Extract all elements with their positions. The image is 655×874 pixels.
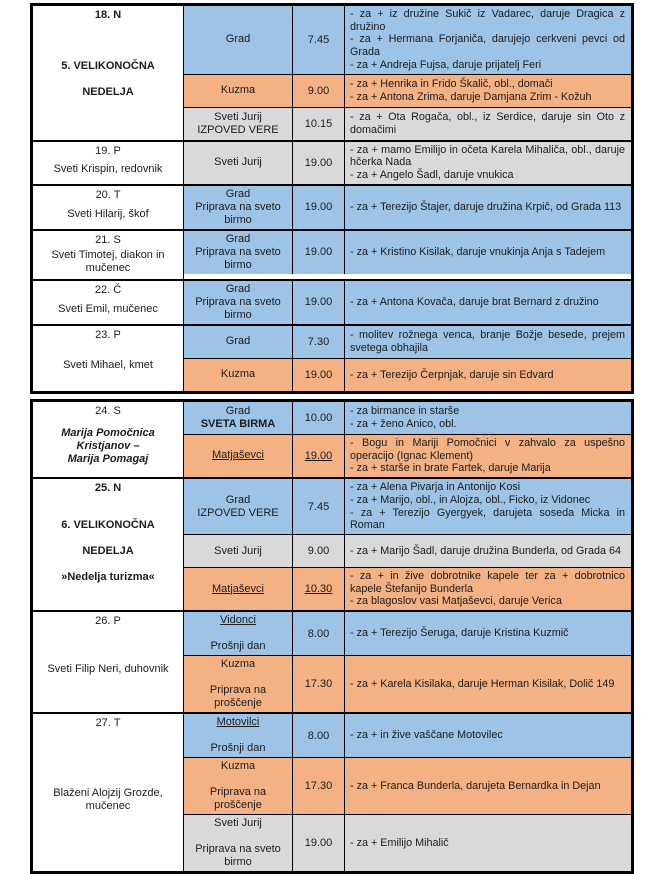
place-line: Sveti Jurij — [214, 110, 262, 123]
mass-row — [184, 814, 631, 871]
place-cell — [184, 568, 293, 610]
intention-line: - za + Kristino Kisilak, daruje vnukinja Anja s Tadejem — [350, 246, 606, 258]
day-date: 27. T — [95, 717, 121, 730]
intentions-cell — [345, 108, 631, 140]
intention-line: - za + Andreja Fujsa, daruje prijatelj Feri — [350, 58, 542, 71]
mass-row — [184, 402, 631, 434]
mass-time-value: 19.00 — [304, 837, 333, 850]
place-cell — [184, 6, 293, 74]
place-line: Prošnji dan — [210, 742, 266, 755]
mass-time — [293, 231, 345, 274]
intention-line: - za + Hermana Forjaniča, darujejo cerkveni pevci od Grada — [350, 33, 625, 59]
date-cell — [33, 402, 184, 477]
mass-time — [293, 326, 345, 358]
place-cell — [184, 479, 293, 534]
mass-time — [293, 479, 345, 534]
place-line: Kuzma — [220, 658, 256, 671]
mass-time-value: 7.45 — [307, 500, 330, 513]
place-cell — [184, 656, 293, 712]
feast-line: Blaženi Alojzij Grozde, mučenec — [53, 786, 163, 812]
intention-line: - za + Ota Rogača, obl., iz Serdice, daruje sin Oto z domačimi — [350, 110, 625, 136]
week-table — [30, 3, 634, 394]
mass-list — [184, 714, 631, 871]
place-line: Grad — [225, 187, 251, 200]
schedule-tables — [30, 3, 634, 874]
place-line: Kuzma — [220, 760, 256, 773]
intention-line: - za birmance in starše — [350, 405, 460, 418]
mass-time — [293, 186, 345, 229]
place-line: Priprava na sveto birmo — [195, 843, 281, 869]
intention-line: - za + Terezijo Štajer, daruje družina Krpič, od Grada 113 — [350, 201, 622, 213]
intention-line: - za + Marijo Šadl, daruje družina Bunderla, od Grada 64 — [350, 544, 621, 557]
intentions-cell — [345, 815, 631, 871]
place-line: SVETA BIRMA — [200, 417, 276, 430]
mass-time-value: 7.45 — [307, 33, 330, 46]
mass-list — [184, 326, 631, 391]
intention-line: - za + mamo Emilijo in očeta Karela Mihaliča, obl., daruje hčerka Nada — [350, 143, 625, 169]
date-cell — [33, 714, 184, 871]
day-date: 26. P — [95, 615, 121, 628]
place-cell — [184, 435, 293, 477]
day-feast — [63, 342, 153, 389]
day-row — [33, 184, 631, 229]
day-feast — [54, 158, 163, 182]
intentions-cell — [345, 6, 631, 74]
mass-row — [184, 142, 631, 184]
day-feast — [61, 22, 155, 138]
day-date: 18. N — [94, 9, 122, 21]
intentions-cell — [345, 714, 631, 757]
mass-time — [293, 402, 345, 434]
day-row — [33, 477, 631, 610]
feast-line: NEDELJA — [82, 545, 134, 558]
place-line: Motovilci — [216, 716, 260, 729]
place-line — [236, 830, 239, 843]
place-line: Sveti Jurij — [214, 544, 262, 557]
day-row — [33, 610, 631, 712]
day-date: 23. P — [95, 328, 121, 341]
place-cell — [184, 714, 293, 757]
mass-time-value: 8.00 — [307, 627, 330, 640]
mass-row — [184, 74, 631, 107]
place-line: Priprava na proščenje — [209, 786, 267, 812]
mass-row — [184, 479, 631, 534]
intention-line: - Bogu in Mariji Pomočnici v zahvalo za uspešno operacijo (Ignac Klement) — [350, 436, 625, 462]
intention-line: - za + Emilijo Mihalič — [350, 836, 449, 849]
intention-line: - za + Antona Kovača, daruje brat Bernard z družino — [350, 296, 599, 308]
date-cell — [33, 326, 184, 391]
intention-line: - za + starše in brate Fartek, daruje Marija — [350, 462, 551, 475]
intention-line: - za + in žive vaščane Motovilec — [350, 729, 503, 742]
day-feast — [47, 628, 168, 710]
intention-line: - za + Henrika in Frido Škalič, obl., domači — [350, 77, 553, 90]
mass-time-value: 9.00 — [307, 545, 330, 558]
place-line: Priprava na sveto birmo — [195, 295, 281, 321]
intention-line: - za + Alena Pivarja in Antonijo Kosi — [350, 481, 521, 494]
intentions-cell — [345, 435, 631, 477]
feast-line: Kristjanov – — [76, 439, 140, 452]
place-line: Grad — [225, 33, 251, 46]
intention-line: - za + Terezijo Gyergyek, darujeta soseda Micka in Roman — [350, 506, 625, 532]
mass-time — [293, 758, 345, 814]
mass-row — [184, 655, 631, 712]
mass-time — [293, 435, 345, 477]
intentions-cell — [345, 612, 631, 655]
week-table — [30, 399, 634, 874]
date-cell — [33, 281, 184, 324]
place-cell — [184, 815, 293, 871]
day-feast — [61, 495, 155, 608]
mass-time-value: 19.00 — [304, 296, 333, 309]
place-cell — [184, 75, 293, 107]
place-line: Prošnji dan — [210, 640, 266, 653]
feast-line: Sveti Filip Neri, duhovnik — [47, 662, 169, 675]
mass-list — [184, 479, 631, 610]
mass-list — [184, 142, 631, 184]
intention-line: - molitev rožnega venca, branje Božje besede, prejem svetega obhajila — [350, 329, 625, 354]
mass-row — [184, 186, 631, 229]
mass-time — [293, 142, 345, 184]
feast-line — [61, 532, 155, 545]
date-cell — [33, 142, 184, 184]
mass-list — [184, 6, 631, 140]
day-row — [33, 402, 631, 477]
mass-time-value: 10.30 — [304, 583, 333, 596]
intentions-cell — [345, 75, 631, 107]
mass-row — [184, 107, 631, 140]
place-cell — [184, 402, 293, 434]
mass-time-value: 19.00 — [304, 246, 333, 259]
mass-row — [184, 6, 631, 74]
mass-time — [293, 6, 345, 74]
place-line — [236, 729, 239, 742]
intention-line: - za + Franca Bunderla, darujeta Bernardka in Dejan — [350, 779, 601, 792]
mass-time-value: 17.30 — [304, 678, 333, 691]
place-line: Sveti Jurij — [214, 156, 262, 169]
place-line: Grad — [225, 335, 251, 348]
mass-list — [184, 612, 631, 712]
mass-row — [184, 757, 631, 814]
day-row — [33, 229, 631, 279]
mass-time-value: 19.00 — [304, 368, 333, 381]
intention-line: - za + Antona Zrima, daruje Damjana Zrim - Kožuh — [350, 90, 592, 103]
day-date: 24. S — [95, 404, 121, 417]
feast-line: Marija Pomagaj — [67, 452, 149, 465]
date-cell — [33, 186, 184, 229]
mass-time-value: 10.15 — [304, 117, 333, 130]
mass-row — [184, 612, 631, 655]
mass-time — [293, 75, 345, 107]
mass-list — [184, 186, 631, 229]
mass-time-value: 17.30 — [304, 780, 333, 793]
place-line — [236, 773, 239, 786]
intentions-cell — [345, 402, 631, 434]
mass-time — [293, 108, 345, 140]
mass-row — [184, 567, 631, 610]
day-row — [33, 6, 631, 140]
mass-time-value: 8.00 — [307, 729, 330, 742]
place-line: Priprava na proščenje — [209, 684, 267, 710]
place-cell — [184, 359, 293, 391]
intentions-cell — [345, 359, 631, 391]
mass-time — [293, 568, 345, 610]
mass-row — [184, 358, 631, 391]
place-cell — [184, 108, 293, 140]
mass-time-value: 19.00 — [304, 201, 333, 214]
place-line: Grad — [225, 232, 251, 245]
place-line — [236, 671, 239, 684]
place-line: Matjaševci — [212, 449, 264, 462]
feast-line: Marija Pomočnica — [61, 426, 155, 439]
intention-line: - za blagoslov vasi Matjaševci, daruje Verica — [350, 595, 562, 608]
place-cell — [184, 612, 293, 655]
day-row — [33, 140, 631, 184]
day-feast — [37, 730, 179, 869]
date-cell — [33, 479, 184, 610]
mass-time — [293, 815, 345, 871]
place-line: Grad — [225, 404, 251, 417]
mass-row — [184, 231, 631, 274]
feast-line: Sveti Mihael, kmet — [63, 358, 153, 371]
day-row — [33, 324, 631, 391]
mass-time — [293, 281, 345, 324]
intentions-cell — [345, 281, 631, 324]
mass-list — [184, 402, 631, 477]
feast-line: 6. VELIKONOČNA — [61, 519, 155, 532]
mass-time-value: 19.00 — [304, 449, 333, 462]
mass-row — [184, 714, 631, 757]
day-feast — [58, 297, 158, 322]
day-date: 22. Č — [94, 283, 122, 296]
place-line: Grad — [225, 493, 251, 506]
place-cell — [184, 535, 293, 567]
intention-line: - za + in žive dobrotnike kapele ter za + dobrotnico kapele Štefanijo Bunderla — [350, 570, 625, 595]
feast-line: NEDELJA — [82, 86, 134, 99]
intentions-cell — [345, 186, 631, 229]
mass-time-value: 7.30 — [307, 335, 330, 348]
mass-time-value: 9.00 — [307, 84, 330, 97]
place-line: IZPOVED VERE — [197, 506, 279, 519]
intentions-cell — [345, 568, 631, 610]
date-cell — [33, 6, 184, 140]
place-cell — [184, 281, 293, 324]
place-line: Grad — [225, 282, 251, 295]
intention-line: - za + Angelo Šadl, daruje vnukica — [350, 169, 514, 182]
feast-line: Sveti Hilarij, škof — [67, 207, 149, 220]
place-line: Sveti Jurij — [214, 817, 262, 830]
feast-line — [61, 558, 155, 571]
intentions-cell — [345, 479, 631, 534]
day-row — [33, 712, 631, 871]
intention-line: - za + Marijo, obl., in Alojza, obl., Ficko, iz Vidonec — [350, 493, 591, 506]
intention-line: - za + iz družine Sukič iz Vadarec, daruje Dragica z družino — [350, 8, 625, 33]
mass-row — [184, 534, 631, 567]
mass-list — [184, 231, 631, 279]
mass-time — [293, 656, 345, 712]
date-cell — [33, 612, 184, 712]
place-line: Kuzma — [220, 368, 256, 381]
intention-line: - za + Karela Kisilaka, daruje Herman Kisilak, Dolič 149 — [350, 677, 615, 690]
day-date: 21. S — [95, 233, 121, 246]
intentions-cell — [345, 758, 631, 814]
place-cell — [184, 758, 293, 814]
mass-row — [184, 326, 631, 358]
mass-time — [293, 714, 345, 757]
intention-line: - za + Terezijo Šeruga, daruje Kristina Kuzmič — [350, 627, 569, 640]
place-cell — [184, 326, 293, 358]
mass-row — [184, 434, 631, 477]
mass-time — [293, 359, 345, 391]
place-cell — [184, 142, 293, 184]
day-feast — [37, 247, 179, 277]
mass-row — [184, 281, 631, 324]
intention-line: - za + ženo Anico, obl. — [350, 417, 457, 430]
mass-time — [293, 612, 345, 655]
feast-line — [61, 73, 155, 86]
mass-time-value: 19.00 — [304, 156, 333, 169]
feast-line: Sveti Emil, mučenec — [58, 302, 158, 315]
day-feast — [67, 202, 148, 227]
place-line: Matjaševci — [212, 582, 264, 595]
day-feast — [61, 418, 155, 475]
place-line: Priprava na sveto birmo — [195, 245, 281, 271]
mass-list — [184, 281, 631, 324]
day-date: 20. T — [95, 188, 121, 201]
feast-line: Sveti Krispin, redovnik — [53, 163, 163, 176]
place-line — [236, 627, 239, 640]
intentions-cell — [345, 326, 631, 358]
day-date: 25. N — [94, 482, 122, 495]
feast-line: »Nedelja turizma« — [61, 571, 155, 584]
place-line: IZPOVED VERE — [197, 123, 279, 136]
place-line: Priprava na sveto birmo — [195, 200, 281, 226]
date-cell — [33, 231, 184, 279]
intention-line: - za + Terezijo Čerpnjak, daruje sin Edvard — [350, 368, 554, 381]
place-line: Kuzma — [220, 84, 256, 97]
intentions-cell — [345, 231, 631, 274]
intentions-cell — [345, 142, 631, 184]
mass-time — [293, 535, 345, 567]
day-date: 19. P — [95, 144, 121, 157]
intentions-cell — [345, 656, 631, 712]
feast-line: Sveti Timotej, diakon in mučenec — [51, 248, 165, 274]
place-cell — [184, 231, 293, 274]
feast-line: 5. VELIKONOČNA — [61, 60, 155, 73]
place-line: Vidonci — [220, 614, 256, 627]
intentions-cell — [345, 535, 631, 567]
day-row — [33, 279, 631, 324]
place-cell — [184, 186, 293, 229]
mass-time-value: 10.00 — [304, 411, 333, 424]
